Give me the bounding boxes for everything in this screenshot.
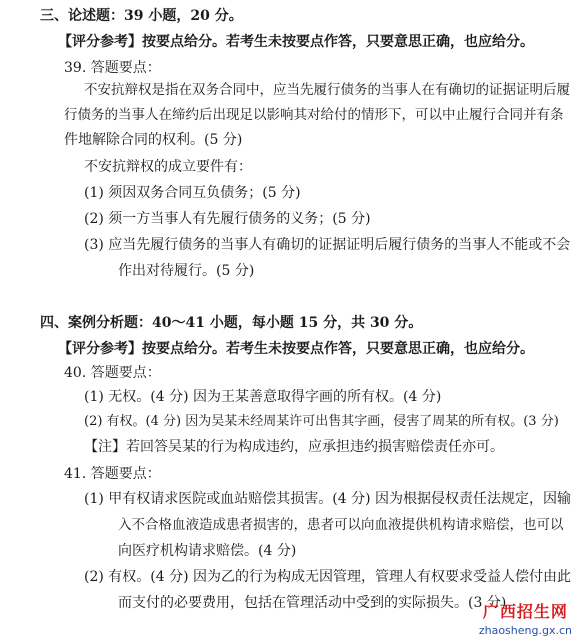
section-3-heading: 三、论述题：39 小题，20 分。 xyxy=(40,8,243,24)
q41-title: 41. 答题要点： xyxy=(64,466,161,482)
q41-item-2-line1: (2) 有权。(4 分) 因为乙的行为构成无因管理，管理人有权要求受益人偿付由此 xyxy=(84,569,572,585)
q39-para1-line1: 不安抗辩权是指在双务合同中，应当先履行债务的当事人在有确切的证据证明后履 xyxy=(84,82,570,98)
q40-note: 【注】若回答吴某的行为构成违约，应承担违约损害赔偿责任亦可。 xyxy=(84,439,504,455)
watermark-url: zhaosheng.gx.cn xyxy=(478,624,572,637)
q41-item-1-line2: 入不合格血液造成患者损害的，患者可以向血液提供机构请求赔偿，也可以 xyxy=(118,517,564,533)
q39-item-3-line1: (3) 应当先履行债务的当事人有确切的证据证明后履行债务的当事人不能或不会 xyxy=(84,237,571,253)
section-4-heading: 四、案例分析题：40～41 小题，每小题 15 分，共 30 分。 xyxy=(40,315,423,331)
q39-item-1: (1) 须因双务合同互负债务；(5 分) xyxy=(84,185,301,201)
q39-para1-line2: 行债务的当事人在缔约后出现足以影响其对给付的情形下，可以中止履行合同并有条 xyxy=(64,107,564,123)
q40-item-1: (1) 无权。(4 分) 因为王某善意取得字画的所有权。(4 分) xyxy=(84,389,442,405)
section-3-scoring-note: 【评分参考】按要点给分。若考生未按要点作答，只要意思正确，也应给分。 xyxy=(58,34,534,50)
q40-title: 40. 答题要点： xyxy=(64,365,161,381)
q41-item-1-line3: 向医疗机构请求赔偿。(4 分) xyxy=(118,543,297,559)
q40-item-2: (2) 有权。(4 分) 因为吴某未经周某许可出售其字画，侵害了周某的所有权。(3 分) xyxy=(84,414,559,429)
q41-item-2-line2: 而支付的必要费用，包括在管理活动中受到的实际损失。(3 分) xyxy=(118,595,507,611)
q41-item-1-line1: (1) 甲有权请求医院或血站赔偿其损害。(4 分) 因为根据侵权责任法规定，因输 xyxy=(84,491,572,507)
q39-item-3-line2: 作出对待履行。(5 分) xyxy=(118,263,255,279)
site-watermark xyxy=(479,599,572,637)
watermark-name: 广西招生网 xyxy=(482,602,568,621)
q39-para2: 不安抗辩权的成立要件有： xyxy=(84,159,252,175)
q39-para1-line3: 件地解除合同的权利。(5 分) xyxy=(64,132,243,148)
q39-title: 39. 答题要点： xyxy=(64,60,161,76)
section-4-scoring-note: 【评分参考】按要点给分。若考生未按要点作答，只要意思正确，也应给分。 xyxy=(58,341,534,357)
q39-item-2: (2) 须一方当事人有先履行债务的义务；(5 分) xyxy=(84,211,371,227)
